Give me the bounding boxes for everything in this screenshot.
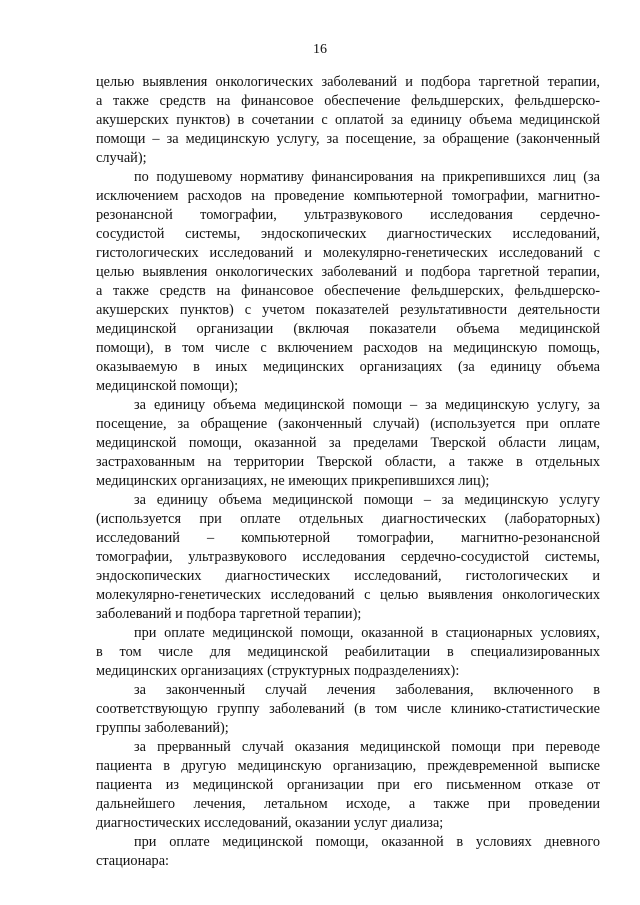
text-line: группы заболеваний); <box>96 720 229 736</box>
text-line: стационара: <box>96 853 170 869</box>
text-line: исключением расходов на проведение компьютерной томографии, магнитно- <box>96 188 600 204</box>
text-line: при оплате медицинской помощи, оказанной в стационарных условиях, <box>134 625 600 641</box>
text-line: медицинской помощи, оказанной за пределами Тверской области лицам, <box>96 435 600 451</box>
text-line: за законченный случай лечения заболевания, включенного в <box>134 682 600 698</box>
text-line: случай); <box>96 150 147 166</box>
text-line: пациента из медицинской организации при его письменном отказе от <box>96 777 600 793</box>
text-line: а также средств на финансовое обеспечение фельдшерских, фельдшерско- <box>96 283 600 299</box>
text-line: дальнейшего лечения, летальном исходе, а также при проведении <box>96 796 600 812</box>
text-line: исследований – компьютерной томографии, магнитно-резонансной <box>96 530 600 546</box>
text-line: застрахованным на территории Тверской области, а также в отдельных <box>96 454 600 470</box>
text-line: заболеваний и подбора таргетной терапии); <box>96 606 362 622</box>
text-line: диагностических исследований, оказании услуг диализа; <box>96 815 444 831</box>
text-line: акушерских пунктов) с учетом показателей результативности деятельности <box>96 302 600 318</box>
text-line: помощи), в том числе с включением расходов на медицинскую помощь, <box>96 340 600 356</box>
text-line: посещение, за обращение (законченный случай) (используется при оплате <box>96 416 600 432</box>
text-line: эндоскопических диагностических исследований, гистологических и <box>96 568 600 584</box>
text-line: молекулярно-генетических исследований с целью выявления онкологических <box>96 587 600 603</box>
text-line: томографии, ультразвукового исследования сердечно-сосудистой системы, <box>96 549 600 565</box>
text-line: оказываемую в иных медицинских организациях (за единицу объема <box>96 359 600 375</box>
text-line: соответствующую группу заболеваний (в том числе клинико-статистические <box>96 701 600 717</box>
text-line: за прерванный случай оказания медицинской помощи при переводе <box>134 739 600 755</box>
text-line: (используется при оплате отдельных диагностических (лабораторных) <box>96 511 600 527</box>
page-number: 16 <box>313 42 327 57</box>
body-text <box>96 73 600 871</box>
text-line: акушерских пунктов) в сочетании с оплатой за единицу объема медицинской <box>96 112 600 128</box>
text-line: медицинских организациях, не имеющих прикрепившихся лиц); <box>96 473 490 489</box>
text-line: резонансной томографии, ультразвукового исследования сердечно- <box>96 207 600 223</box>
text-line: за единицу объема медицинской помощи – за медицинскую услугу, за <box>134 397 600 413</box>
text-line: пациента в другую медицинскую организацию, преждевременной выписке <box>96 758 600 774</box>
text-line: целью выявления онкологических заболеваний и подбора таргетной терапии, <box>96 74 600 90</box>
text-line: медицинской помощи); <box>96 378 239 394</box>
text-line: гистологических исследований и молекулярно-генетических исследований с <box>96 245 600 261</box>
text-line: сосудистой системы, эндоскопических диагностических исследований, <box>96 226 600 242</box>
text-line: за единицу объема медицинской помощи – за медицинскую услугу <box>134 492 600 508</box>
text-line: при оплате медицинской помощи, оказанной в условиях дневного <box>134 834 600 850</box>
text-line: медицинской организации (включая показатели объема медицинской <box>96 321 600 337</box>
text-line: в том числе для медицинской реабилитации в специализированных <box>96 644 600 660</box>
text-line: а также средств на финансовое обеспечение фельдшерских, фельдшерско- <box>96 93 600 109</box>
text-line: целью выявления онкологических заболеваний и подбора таргетной терапии, <box>96 264 600 280</box>
text-line: по подушевому нормативу финансирования на прикрепившихся лиц (за <box>134 169 600 185</box>
text-line: помощи – за медицинскую услугу, за посещение, за обращение (законченный <box>96 131 600 147</box>
text-line: медицинских организациях (структурных подразделениях): <box>96 663 460 679</box>
